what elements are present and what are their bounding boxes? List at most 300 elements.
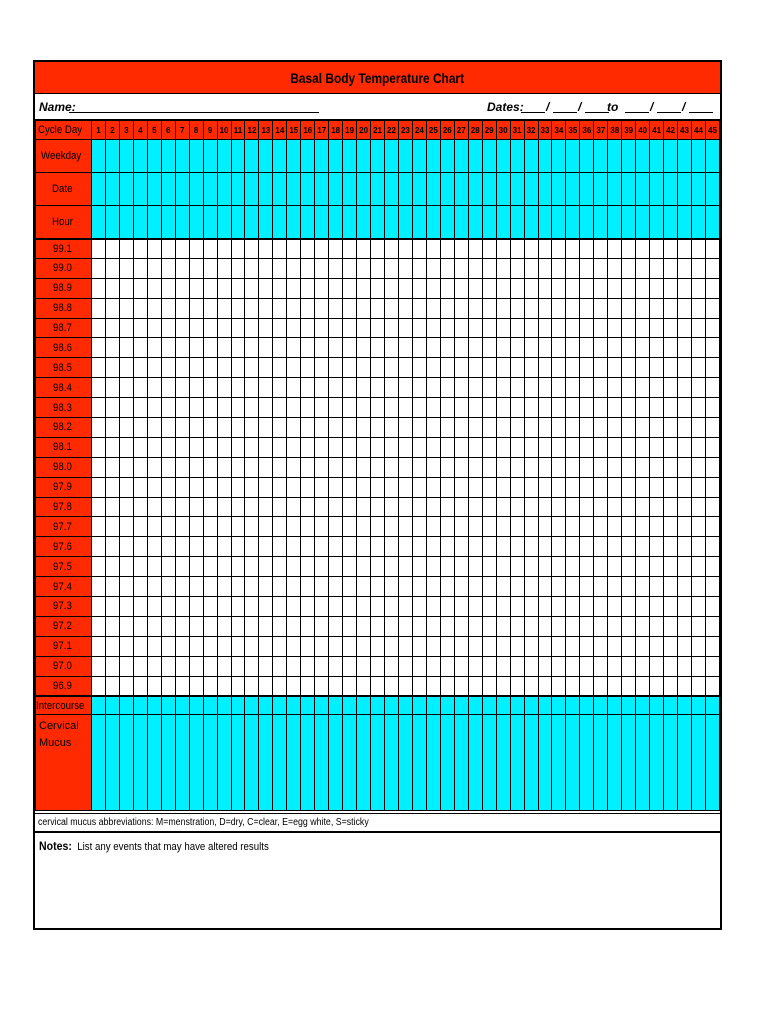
temperature-cell[interactable] xyxy=(259,278,273,298)
temperature-cell[interactable] xyxy=(440,298,454,318)
temperature-cell[interactable] xyxy=(147,616,161,636)
temperature-cell[interactable] xyxy=(133,437,147,457)
temperature-cell[interactable] xyxy=(105,278,119,298)
temperature-cell[interactable] xyxy=(566,656,580,676)
weekday-cell[interactable] xyxy=(329,140,343,173)
temperature-cell[interactable] xyxy=(650,258,664,278)
temperature-cell[interactable] xyxy=(691,676,705,696)
temperature-cell[interactable] xyxy=(398,318,412,338)
intercourse-cell[interactable] xyxy=(691,696,705,715)
temperature-cell[interactable] xyxy=(454,537,468,557)
temperature-cell[interactable] xyxy=(105,298,119,318)
temperature-cell[interactable] xyxy=(510,318,524,338)
temperature-cell[interactable] xyxy=(510,537,524,557)
temperature-cell[interactable] xyxy=(454,418,468,438)
temperature-cell[interactable] xyxy=(608,457,622,477)
temperature-cell[interactable] xyxy=(705,239,719,259)
temperature-cell[interactable] xyxy=(482,577,496,597)
temperature-cell[interactable] xyxy=(273,537,287,557)
temperature-cell[interactable] xyxy=(287,318,301,338)
end-day-line[interactable] xyxy=(657,112,681,113)
temperature-cell[interactable] xyxy=(329,457,343,477)
weekday-cell[interactable] xyxy=(273,140,287,173)
temperature-cell[interactable] xyxy=(133,497,147,517)
cervical-mucus-cell[interactable] xyxy=(301,715,315,811)
hour-cell[interactable] xyxy=(385,206,399,239)
temperature-cell[interactable] xyxy=(287,656,301,676)
temperature-cell[interactable] xyxy=(412,278,426,298)
intercourse-cell[interactable] xyxy=(705,696,719,715)
weekday-cell[interactable] xyxy=(147,140,161,173)
temperature-cell[interactable] xyxy=(552,418,566,438)
date-cell[interactable] xyxy=(217,173,231,206)
date-cell[interactable] xyxy=(705,173,719,206)
temperature-cell[interactable] xyxy=(175,338,189,358)
temperature-cell[interactable] xyxy=(566,477,580,497)
date-cell[interactable] xyxy=(622,173,636,206)
temperature-cell[interactable] xyxy=(538,418,552,438)
weekday-cell[interactable] xyxy=(650,140,664,173)
temperature-cell[interactable] xyxy=(287,278,301,298)
temperature-cell[interactable] xyxy=(705,597,719,617)
hour-cell[interactable] xyxy=(133,206,147,239)
temperature-cell[interactable] xyxy=(175,477,189,497)
temperature-cell[interactable] xyxy=(622,239,636,259)
temperature-cell[interactable] xyxy=(691,298,705,318)
hour-cell[interactable] xyxy=(454,206,468,239)
weekday-cell[interactable] xyxy=(245,140,259,173)
temperature-cell[interactable] xyxy=(691,378,705,398)
temperature-cell[interactable] xyxy=(343,517,357,537)
temperature-cell[interactable] xyxy=(343,398,357,418)
temperature-cell[interactable] xyxy=(636,298,650,318)
temperature-cell[interactable] xyxy=(357,278,371,298)
temperature-cell[interactable] xyxy=(203,358,217,378)
temperature-cell[interactable] xyxy=(105,398,119,418)
temperature-cell[interactable] xyxy=(608,537,622,557)
date-cell[interactable] xyxy=(440,173,454,206)
temperature-cell[interactable] xyxy=(566,278,580,298)
temperature-cell[interactable] xyxy=(315,239,329,259)
start-year-line[interactable] xyxy=(585,112,609,113)
temperature-cell[interactable] xyxy=(636,457,650,477)
temperature-cell[interactable] xyxy=(147,239,161,259)
temperature-cell[interactable] xyxy=(189,537,203,557)
temperature-cell[interactable] xyxy=(231,258,245,278)
temperature-cell[interactable] xyxy=(552,278,566,298)
temperature-cell[interactable] xyxy=(189,437,203,457)
start-month-line[interactable] xyxy=(521,112,545,113)
temperature-cell[interactable] xyxy=(161,398,175,418)
temperature-cell[interactable] xyxy=(678,597,692,617)
temperature-cell[interactable] xyxy=(301,258,315,278)
temperature-cell[interactable] xyxy=(650,318,664,338)
temperature-cell[interactable] xyxy=(398,338,412,358)
temperature-cell[interactable] xyxy=(357,318,371,338)
temperature-cell[interactable] xyxy=(594,577,608,597)
cervical-mucus-cell[interactable] xyxy=(259,715,273,811)
cervical-mucus-cell[interactable] xyxy=(650,715,664,811)
temperature-cell[interactable] xyxy=(608,577,622,597)
temperature-cell[interactable] xyxy=(691,636,705,656)
temperature-cell[interactable] xyxy=(245,398,259,418)
temperature-cell[interactable] xyxy=(705,258,719,278)
temperature-cell[interactable] xyxy=(217,577,231,597)
cervical-mucus-cell[interactable] xyxy=(622,715,636,811)
hour-cell[interactable] xyxy=(468,206,482,239)
temperature-cell[interactable] xyxy=(203,338,217,358)
temperature-cell[interactable] xyxy=(594,477,608,497)
temperature-cell[interactable] xyxy=(650,597,664,617)
temperature-cell[interactable] xyxy=(691,497,705,517)
temperature-cell[interactable] xyxy=(440,636,454,656)
temperature-cell[interactable] xyxy=(426,358,440,378)
temperature-cell[interactable] xyxy=(175,557,189,577)
temperature-cell[interactable] xyxy=(245,338,259,358)
temperature-cell[interactable] xyxy=(371,616,385,636)
temperature-cell[interactable] xyxy=(301,239,315,259)
temperature-cell[interactable] xyxy=(92,656,106,676)
temperature-cell[interactable] xyxy=(133,597,147,617)
temperature-cell[interactable] xyxy=(622,338,636,358)
temperature-cell[interactable] xyxy=(105,577,119,597)
temperature-cell[interactable] xyxy=(217,517,231,537)
temperature-cell[interactable] xyxy=(385,517,399,537)
temperature-cell[interactable] xyxy=(287,437,301,457)
temperature-cell[interactable] xyxy=(287,537,301,557)
temperature-cell[interactable] xyxy=(678,358,692,378)
temperature-cell[interactable] xyxy=(468,537,482,557)
temperature-cell[interactable] xyxy=(119,398,133,418)
temperature-cell[interactable] xyxy=(608,358,622,378)
temperature-cell[interactable] xyxy=(161,318,175,338)
cervical-mucus-cell[interactable] xyxy=(189,715,203,811)
temperature-cell[interactable] xyxy=(622,557,636,577)
temperature-cell[interactable] xyxy=(678,656,692,676)
temperature-cell[interactable] xyxy=(454,656,468,676)
temperature-cell[interactable] xyxy=(315,577,329,597)
temperature-cell[interactable] xyxy=(189,557,203,577)
temperature-cell[interactable] xyxy=(175,636,189,656)
temperature-cell[interactable] xyxy=(287,477,301,497)
temperature-cell[interactable] xyxy=(189,358,203,378)
temperature-cell[interactable] xyxy=(622,258,636,278)
weekday-cell[interactable] xyxy=(426,140,440,173)
temperature-cell[interactable] xyxy=(440,497,454,517)
temperature-cell[interactable] xyxy=(580,517,594,537)
temperature-cell[interactable] xyxy=(691,258,705,278)
intercourse-cell[interactable] xyxy=(385,696,399,715)
temperature-cell[interactable] xyxy=(329,636,343,656)
temperature-cell[interactable] xyxy=(412,239,426,259)
intercourse-cell[interactable] xyxy=(440,696,454,715)
temperature-cell[interactable] xyxy=(468,437,482,457)
temperature-cell[interactable] xyxy=(691,577,705,597)
temperature-cell[interactable] xyxy=(594,557,608,577)
temperature-cell[interactable] xyxy=(175,239,189,259)
temperature-cell[interactable] xyxy=(678,477,692,497)
temperature-cell[interactable] xyxy=(301,378,315,398)
temperature-cell[interactable] xyxy=(426,656,440,676)
temperature-cell[interactable] xyxy=(133,676,147,696)
temperature-cell[interactable] xyxy=(566,358,580,378)
temperature-cell[interactable] xyxy=(608,636,622,656)
temperature-cell[interactable] xyxy=(385,537,399,557)
temperature-cell[interactable] xyxy=(301,557,315,577)
temperature-cell[interactable] xyxy=(580,537,594,557)
temperature-cell[interactable] xyxy=(315,378,329,398)
temperature-cell[interactable] xyxy=(398,517,412,537)
temperature-cell[interactable] xyxy=(482,278,496,298)
temperature-cell[interactable] xyxy=(175,278,189,298)
temperature-cell[interactable] xyxy=(119,577,133,597)
temperature-cell[interactable] xyxy=(482,537,496,557)
temperature-cell[interactable] xyxy=(440,477,454,497)
temperature-cell[interactable] xyxy=(496,239,510,259)
temperature-cell[interactable] xyxy=(92,278,106,298)
temperature-cell[interactable] xyxy=(259,457,273,477)
temperature-cell[interactable] xyxy=(636,597,650,617)
temperature-cell[interactable] xyxy=(133,418,147,438)
temperature-cell[interactable] xyxy=(161,358,175,378)
temperature-cell[interactable] xyxy=(691,437,705,457)
temperature-cell[interactable] xyxy=(357,557,371,577)
temperature-cell[interactable] xyxy=(385,636,399,656)
date-cell[interactable] xyxy=(301,173,315,206)
temperature-cell[interactable] xyxy=(622,497,636,517)
temperature-cell[interactable] xyxy=(412,676,426,696)
temperature-cell[interactable] xyxy=(315,616,329,636)
temperature-cell[interactable] xyxy=(161,278,175,298)
weekday-cell[interactable] xyxy=(705,140,719,173)
temperature-cell[interactable] xyxy=(705,298,719,318)
temperature-cell[interactable] xyxy=(147,676,161,696)
temperature-cell[interactable] xyxy=(119,358,133,378)
temperature-cell[interactable] xyxy=(161,517,175,537)
temperature-cell[interactable] xyxy=(245,278,259,298)
temperature-cell[interactable] xyxy=(385,457,399,477)
temperature-cell[interactable] xyxy=(357,577,371,597)
cervical-mucus-cell[interactable] xyxy=(329,715,343,811)
temperature-cell[interactable] xyxy=(426,457,440,477)
temperature-cell[interactable] xyxy=(594,457,608,477)
temperature-cell[interactable] xyxy=(496,318,510,338)
temperature-cell[interactable] xyxy=(440,318,454,338)
temperature-cell[interactable] xyxy=(580,239,594,259)
temperature-cell[interactable] xyxy=(273,577,287,597)
temperature-cell[interactable] xyxy=(524,378,538,398)
temperature-cell[interactable] xyxy=(482,457,496,477)
temperature-cell[interactable] xyxy=(189,597,203,617)
temperature-cell[interactable] xyxy=(705,497,719,517)
temperature-cell[interactable] xyxy=(371,636,385,656)
temperature-cell[interactable] xyxy=(343,616,357,636)
temperature-cell[interactable] xyxy=(231,497,245,517)
temperature-cell[interactable] xyxy=(691,239,705,259)
temperature-cell[interactable] xyxy=(203,636,217,656)
temperature-cell[interactable] xyxy=(147,597,161,617)
intercourse-cell[interactable] xyxy=(566,696,580,715)
temperature-cell[interactable] xyxy=(105,636,119,656)
temperature-cell[interactable] xyxy=(426,497,440,517)
temperature-cell[interactable] xyxy=(203,258,217,278)
intercourse-cell[interactable] xyxy=(161,696,175,715)
temperature-cell[interactable] xyxy=(161,656,175,676)
temperature-cell[interactable] xyxy=(705,636,719,656)
temperature-cell[interactable] xyxy=(566,636,580,656)
temperature-cell[interactable] xyxy=(440,597,454,617)
temperature-cell[interactable] xyxy=(440,616,454,636)
temperature-cell[interactable] xyxy=(105,358,119,378)
temperature-cell[interactable] xyxy=(636,517,650,537)
temperature-cell[interactable] xyxy=(203,318,217,338)
cervical-mucus-cell[interactable] xyxy=(454,715,468,811)
temperature-cell[interactable] xyxy=(301,517,315,537)
temperature-cell[interactable] xyxy=(343,597,357,617)
temperature-cell[interactable] xyxy=(552,239,566,259)
temperature-cell[interactable] xyxy=(580,656,594,676)
temperature-cell[interactable] xyxy=(496,497,510,517)
temperature-cell[interactable] xyxy=(678,418,692,438)
temperature-cell[interactable] xyxy=(175,298,189,318)
temperature-cell[interactable] xyxy=(315,656,329,676)
temperature-cell[interactable] xyxy=(329,378,343,398)
temperature-cell[interactable] xyxy=(691,338,705,358)
temperature-cell[interactable] xyxy=(245,258,259,278)
temperature-cell[interactable] xyxy=(189,318,203,338)
temperature-cell[interactable] xyxy=(287,597,301,617)
weekday-cell[interactable] xyxy=(203,140,217,173)
temperature-cell[interactable] xyxy=(329,557,343,577)
temperature-cell[interactable] xyxy=(426,378,440,398)
temperature-cell[interactable] xyxy=(329,517,343,537)
intercourse-cell[interactable] xyxy=(287,696,301,715)
temperature-cell[interactable] xyxy=(496,656,510,676)
temperature-cell[interactable] xyxy=(482,318,496,338)
temperature-cell[interactable] xyxy=(273,457,287,477)
temperature-cell[interactable] xyxy=(482,358,496,378)
temperature-cell[interactable] xyxy=(454,437,468,457)
temperature-cell[interactable] xyxy=(315,597,329,617)
temperature-cell[interactable] xyxy=(468,497,482,517)
temperature-cell[interactable] xyxy=(105,676,119,696)
temperature-cell[interactable] xyxy=(245,378,259,398)
temperature-cell[interactable] xyxy=(119,437,133,457)
date-cell[interactable] xyxy=(454,173,468,206)
temperature-cell[interactable] xyxy=(580,676,594,696)
temperature-cell[interactable] xyxy=(273,418,287,438)
temperature-cell[interactable] xyxy=(259,239,273,259)
temperature-cell[interactable] xyxy=(636,418,650,438)
date-cell[interactable] xyxy=(189,173,203,206)
temperature-cell[interactable] xyxy=(412,636,426,656)
temperature-cell[interactable] xyxy=(524,418,538,438)
temperature-cell[interactable] xyxy=(482,656,496,676)
hour-cell[interactable] xyxy=(524,206,538,239)
temperature-cell[interactable] xyxy=(552,457,566,477)
hour-cell[interactable] xyxy=(580,206,594,239)
temperature-cell[interactable] xyxy=(273,597,287,617)
temperature-cell[interactable] xyxy=(315,497,329,517)
temperature-cell[interactable] xyxy=(371,298,385,318)
temperature-cell[interactable] xyxy=(105,517,119,537)
temperature-cell[interactable] xyxy=(664,557,678,577)
temperature-cell[interactable] xyxy=(398,557,412,577)
temperature-cell[interactable] xyxy=(552,437,566,457)
temperature-cell[interactable] xyxy=(482,378,496,398)
temperature-cell[interactable] xyxy=(538,517,552,537)
cervical-mucus-cell[interactable] xyxy=(468,715,482,811)
temperature-cell[interactable] xyxy=(664,318,678,338)
temperature-cell[interactable] xyxy=(147,636,161,656)
temperature-cell[interactable] xyxy=(357,358,371,378)
temperature-cell[interactable] xyxy=(566,577,580,597)
temperature-cell[interactable] xyxy=(329,537,343,557)
temperature-cell[interactable] xyxy=(329,577,343,597)
temperature-cell[interactable] xyxy=(482,437,496,457)
temperature-cell[interactable] xyxy=(371,577,385,597)
temperature-cell[interactable] xyxy=(664,517,678,537)
temperature-cell[interactable] xyxy=(357,298,371,318)
temperature-cell[interactable] xyxy=(650,239,664,259)
temperature-cell[interactable] xyxy=(594,358,608,378)
hour-cell[interactable] xyxy=(189,206,203,239)
temperature-cell[interactable] xyxy=(468,239,482,259)
temperature-cell[interactable] xyxy=(147,318,161,338)
intercourse-cell[interactable] xyxy=(371,696,385,715)
temperature-cell[interactable] xyxy=(580,298,594,318)
temperature-cell[interactable] xyxy=(510,378,524,398)
temperature-cell[interactable] xyxy=(566,418,580,438)
temperature-cell[interactable] xyxy=(273,239,287,259)
temperature-cell[interactable] xyxy=(92,537,106,557)
date-cell[interactable] xyxy=(482,173,496,206)
temperature-cell[interactable] xyxy=(426,537,440,557)
temperature-cell[interactable] xyxy=(636,636,650,656)
temperature-cell[interactable] xyxy=(496,398,510,418)
intercourse-cell[interactable] xyxy=(608,696,622,715)
temperature-cell[interactable] xyxy=(92,477,106,497)
temperature-cell[interactable] xyxy=(468,517,482,537)
date-cell[interactable] xyxy=(259,173,273,206)
temperature-cell[interactable] xyxy=(105,318,119,338)
temperature-cell[interactable] xyxy=(538,457,552,477)
temperature-cell[interactable] xyxy=(301,457,315,477)
temperature-cell[interactable] xyxy=(678,338,692,358)
date-cell[interactable] xyxy=(426,173,440,206)
temperature-cell[interactable] xyxy=(580,258,594,278)
temperature-cell[interactable] xyxy=(496,616,510,636)
hour-cell[interactable] xyxy=(92,206,106,239)
intercourse-cell[interactable] xyxy=(538,696,552,715)
temperature-cell[interactable] xyxy=(315,298,329,318)
temperature-cell[interactable] xyxy=(357,457,371,477)
intercourse-cell[interactable] xyxy=(231,696,245,715)
hour-cell[interactable] xyxy=(161,206,175,239)
temperature-cell[interactable] xyxy=(664,278,678,298)
temperature-cell[interactable] xyxy=(538,358,552,378)
cervical-mucus-cell[interactable] xyxy=(217,715,231,811)
temperature-cell[interactable] xyxy=(147,656,161,676)
temperature-cell[interactable] xyxy=(622,616,636,636)
temperature-cell[interactable] xyxy=(231,636,245,656)
temperature-cell[interactable] xyxy=(664,676,678,696)
temperature-cell[interactable] xyxy=(217,239,231,259)
temperature-cell[interactable] xyxy=(468,418,482,438)
temperature-cell[interactable] xyxy=(524,457,538,477)
temperature-cell[interactable] xyxy=(594,278,608,298)
temperature-cell[interactable] xyxy=(650,298,664,318)
